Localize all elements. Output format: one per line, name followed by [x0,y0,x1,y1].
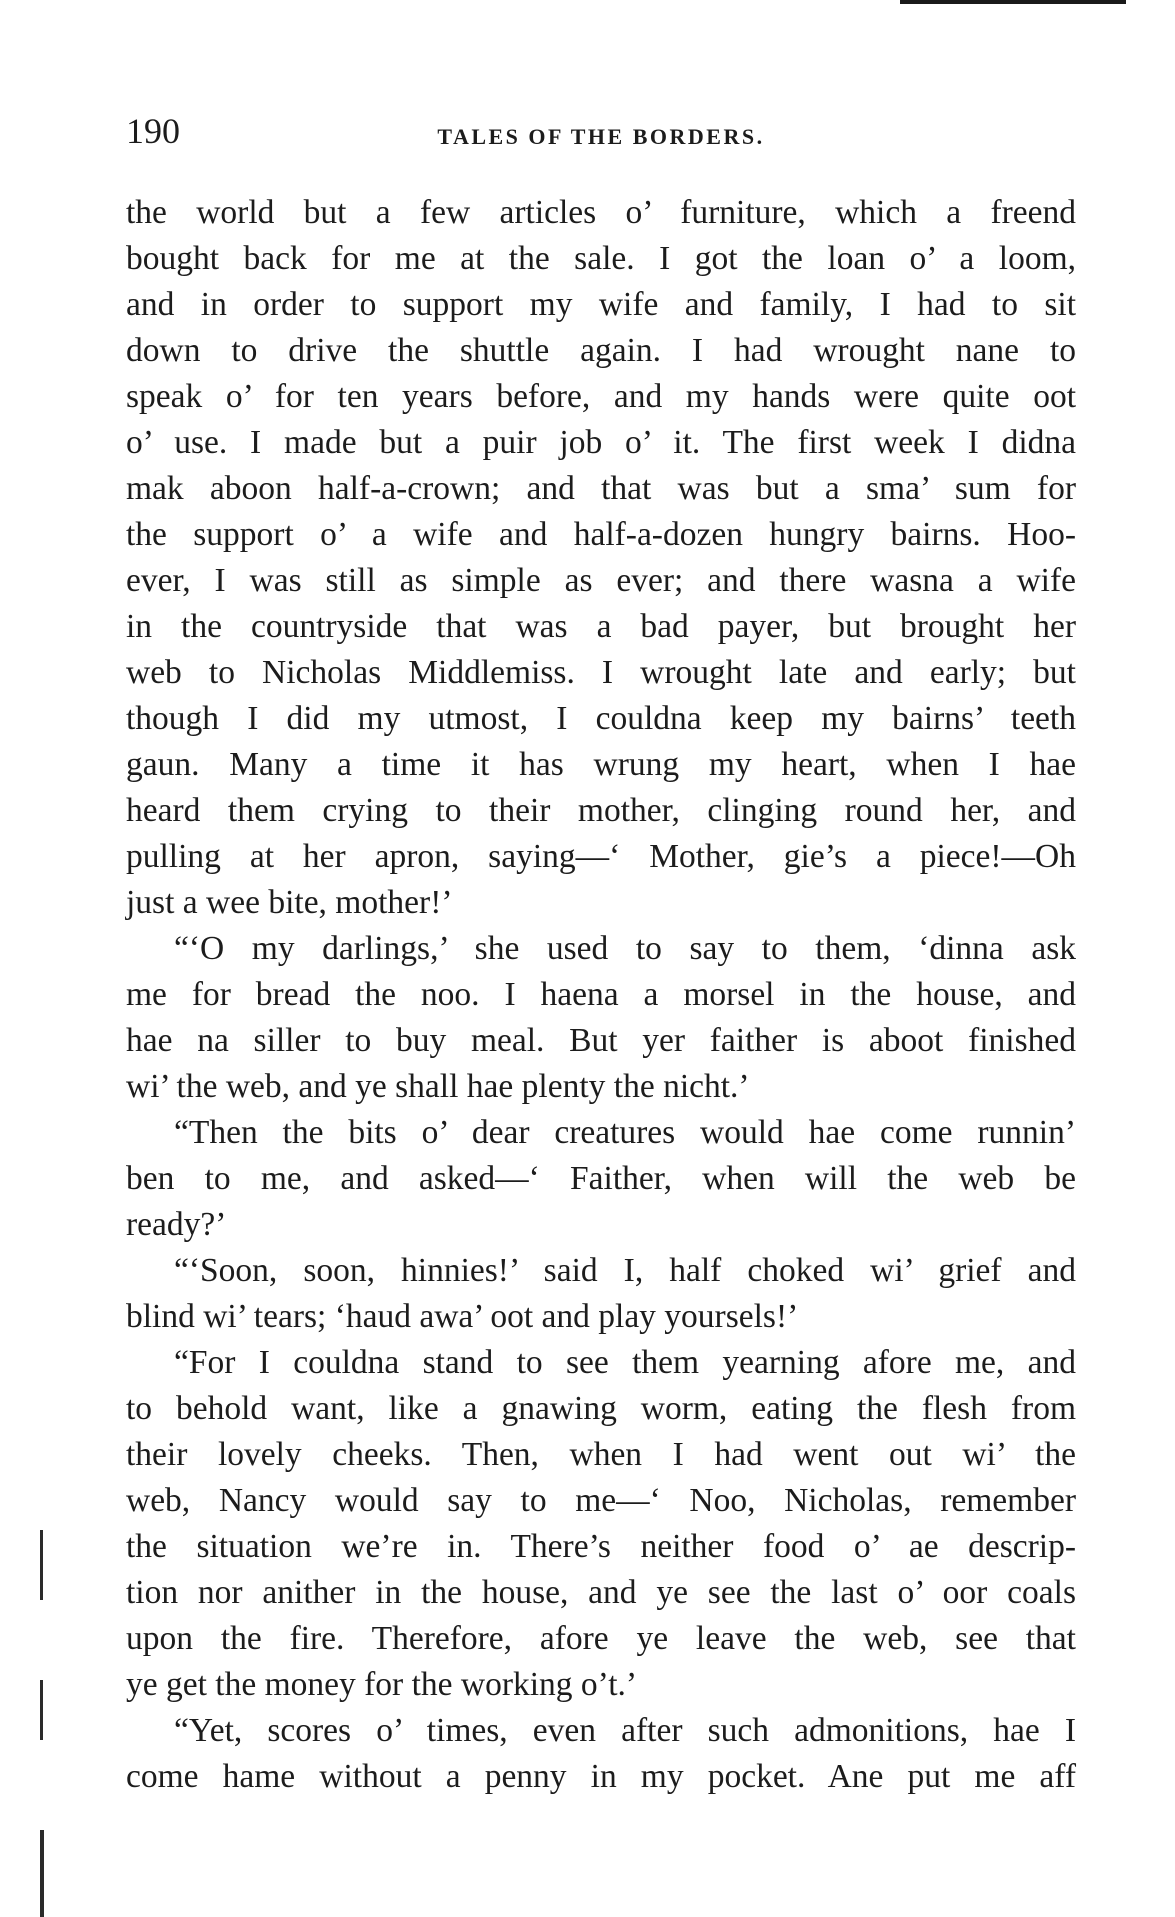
text-line: ye get the money for the working o’t.’ [126,1666,638,1703]
text-line: the situation we’re in. There’s neither food o’ ae descrip- [126,1528,1076,1565]
paragraph [126,1708,1076,1800]
text-line: wi’ the web, and ye shall hae plenty the nicht.’ [126,1068,750,1105]
text-line: “Yet, scores o’ times, even after such admonitions, hae I [174,1712,1076,1749]
text-line: to behold want, like a gnawing worm, eating the flesh from [126,1390,1076,1427]
text-line: ever, I was still as simple as ever; and there wasna a wife [126,562,1076,599]
text-line: me for bread the noo. I haena a morsel in the house, and [126,976,1076,1013]
text-line: tion nor anither in the house, and ye see the last o’ oor coals [126,1574,1076,1611]
text-line: “‘Soon, soon, hinnies!’ said I, half choked wi’ grief and [174,1252,1076,1289]
text-line: just a wee bite, mother!’ [126,884,453,921]
margin-scan-mark [40,1680,43,1740]
text-line: their lovely cheeks. Then, when I had went out wi’ the [126,1436,1076,1473]
text-line: speak o’ for ten years before, and my hands were quite oot [126,378,1076,415]
text-line: mak aboon half-a-crown; and that was but a sma’ sum for [126,470,1076,507]
text-line: come hame without a penny in my pocket. Ane put me aff [126,1758,1076,1795]
text-line: gaun. Many a time it has wrung my heart, when I hae [126,746,1076,783]
text-line: and in order to support my wife and family, I had to sit [126,286,1076,323]
text-line: heard them crying to their mother, clinging round her, and [126,792,1076,829]
text-line: upon the fire. Therefore, afore ye leave the web, see that [126,1620,1076,1657]
text-line: the world but a few articles o’ furniture, which a freend [126,194,1076,231]
text-line: bought back for me at the sale. I got the loan o’ a loom, [126,240,1076,277]
page-header [126,110,1076,160]
running-head: TALES OF THE BORDERS. [437,124,765,149]
text-line: “Then the bits o’ dear creatures would hae come runnin’ [174,1114,1076,1151]
text-line: down to drive the shuttle again. I had wrought nane to [126,332,1076,369]
top-edge-rule [900,0,1126,4]
paragraph [126,1110,1076,1248]
text-line: ben to me, and asked—‘ Faither, when will the web be [126,1160,1076,1197]
text-line: ready?’ [126,1206,227,1243]
text-line: though I did my utmost, I couldna keep my bairns’ teeth [126,700,1076,737]
paragraph [126,1340,1076,1708]
paragraph [126,926,1076,1110]
text-line: “For I couldna stand to see them yearning afore me, and [174,1344,1076,1381]
text-line: web, Nancy would say to me—‘ Noo, Nicholas, remember [126,1482,1076,1519]
text-line: hae na siller to buy meal. But yer faither is aboot finished [126,1022,1076,1059]
text-line: the support o’ a wife and half-a-dozen hungry bairns. Hoo- [126,516,1076,553]
text-line: blind wi’ tears; ‘haud awa’ oot and play yoursels!’ [126,1298,799,1335]
margin-scan-mark [40,1530,43,1600]
margin-scan-mark [40,1830,44,1917]
text-line: pulling at her apron, saying—‘ Mother, gie’s a piece!—Oh [126,838,1076,875]
paragraph [126,190,1076,926]
body-text [126,190,1076,1800]
paragraph [126,1248,1076,1340]
text-line: web to Nicholas Middlemiss. I wrought late and early; but [126,654,1076,691]
text-line: “‘O my darlings,’ she used to say to them, ‘dinna ask [174,930,1076,967]
text-line: o’ use. I made but a puir job o’ it. The first week I didna [126,424,1076,461]
page-number: 190 [126,111,180,151]
text-line: in the countryside that was a bad payer, but brought her [126,608,1076,645]
